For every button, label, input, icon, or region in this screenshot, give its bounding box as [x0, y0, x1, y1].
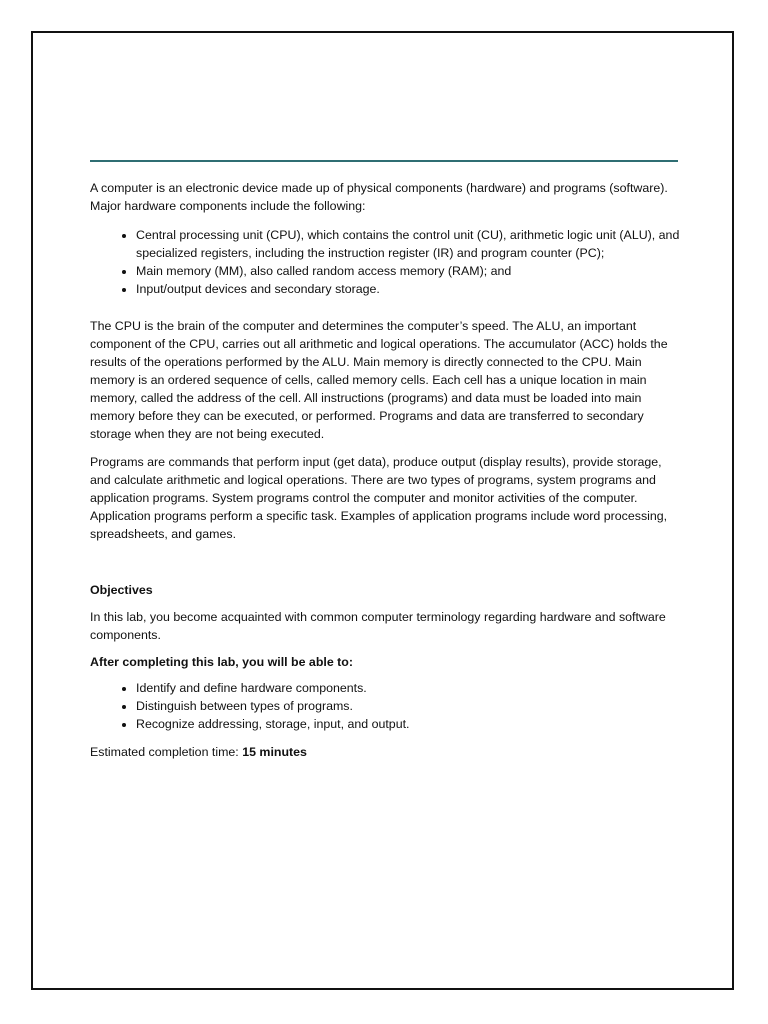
- list-item: • Central processing unit (CPU), which contains the control unit (CU), arithmetic logic unit (ALU), and specialized registers, including the instruction register (IR) and program counter (PC);: [136, 226, 682, 262]
- programs-paragraph: Programs are commands that perform input (get data), produce output (display results), provide storage, and calculate arithmetic and logical operations. There are two types of programs, system programs and application programs. System programs control the computer and monitor activities of the computer. Application programs perform a specific task. Examples of application programs include word processing, spreadsheets, and games.: [90, 455, 668, 541]
- intro-paragraph: A computer is an electronic device made up of physical components (hardware) and programs (software). Major hardware components include the following:: [90, 181, 668, 213]
- outcomes-heading: After completing this lab, you will be able to:: [90, 655, 353, 669]
- completion-time-value: 15 minutes: [242, 745, 307, 759]
- list-item: • Identify and define hardware components.: [136, 679, 682, 697]
- list-item: • Input/output devices and secondary storage.: [136, 280, 682, 298]
- list-item: • Recognize addressing, storage, input, and output.: [136, 715, 682, 733]
- list-item: • Main memory (MM), also called random access memory (RAM); and: [136, 262, 682, 280]
- objectives-text: In this lab, you become acquainted with common computer terminology regarding hardware and software components.: [90, 610, 666, 642]
- hardware-list: [90, 226, 682, 298]
- list-item: • Distinguish between types of programs.: [136, 697, 682, 715]
- header-rule: [90, 160, 678, 162]
- completion-time: [90, 743, 682, 761]
- cpu-paragraph: The CPU is the brain of the computer and determines the computer’s speed. The ALU, an important component of the CPU, carries out all arithmetic and logical operations. The accumulator (ACC) holds the results of the operations performed by the ALU. Main memory is directly connected to the CPU. Main memory is an ordered sequence of cells, called memory cells. Each cell has a unique location in main memory, called the address of the cell. All instructions (programs) and data must be loaded into main memory before they can be executed, or performed. Programs and data are transferred to secondary storage when they are not being executed.: [90, 319, 668, 441]
- document-body: [90, 179, 682, 761]
- objectives-heading: Objectives: [90, 583, 153, 597]
- completion-time-label: Estimated completion time:: [90, 745, 243, 759]
- outcomes-list: [90, 679, 682, 733]
